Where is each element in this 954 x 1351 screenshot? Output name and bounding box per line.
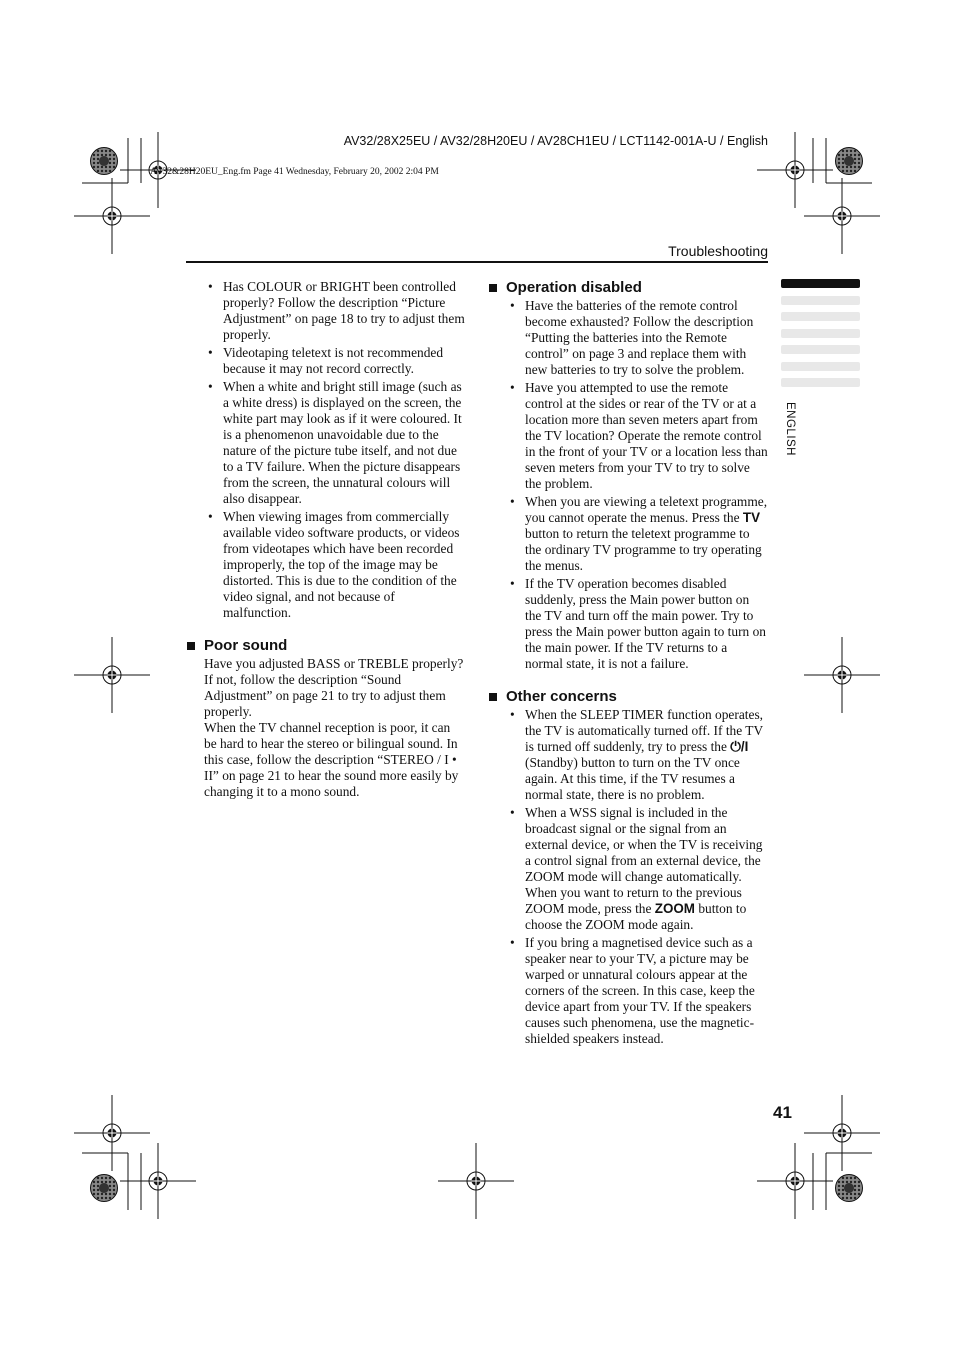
square-bullet-icon xyxy=(489,284,497,292)
list-item: • If the TV operation becomes disabled suddenly, press the Main power button on the TV and turn off the main power. Try to press the Main power button again to turn on the main power. If the TV returns to a normal state, it is not a failure. xyxy=(506,576,768,672)
list-item: • Have the batteries of the remote control become exhausted? Follow the description “Putting the batteries into the Remote control” on page 3 and replace them with new batteries to try to solve the problem. xyxy=(506,298,768,378)
zoom-button-label: ZOOM xyxy=(654,901,695,916)
language-label: ENGLISH xyxy=(784,402,796,456)
language-tab xyxy=(781,312,860,321)
list-item: • Has COLOUR or BRIGHT been controlled properly? Follow the description “Picture Adjustment” on page 18 to try to adjust them properly. xyxy=(204,279,466,343)
language-tab-active xyxy=(781,279,860,288)
square-bullet-icon xyxy=(489,693,497,701)
file-info-line: AV32&28H20EU_Eng.fm Page 41 Wednesday, February 20, 2002 2:04 PM xyxy=(150,167,439,177)
right-column xyxy=(506,279,768,1049)
language-tab xyxy=(781,296,860,305)
language-tab xyxy=(781,378,860,387)
left-column xyxy=(204,279,466,800)
poor-sound-paragraph: Have you adjusted BASS or TREBLE properly? If not, follow the description “Sound Adjustment” on page 21 to try to adjust them properly. xyxy=(204,656,464,719)
section-title: Troubleshooting xyxy=(668,243,768,259)
operation-disabled-heading: Operation disabled xyxy=(506,279,768,297)
language-tab xyxy=(781,362,860,371)
list-item: • When a WSS signal is included in the broadcast signal or the signal from an external device, or when the TV is receiving a control signal from an external device, the ZOOM mode will change automatically. When you want to return to the previous ZOOM mode, press the ZOOM button to choose the ZOOM mode again. xyxy=(506,805,768,933)
tv-button-label: TV xyxy=(742,510,761,525)
standby-button-label: ⏻/I xyxy=(730,739,749,754)
header-rule xyxy=(186,261,768,263)
document-model-line: AV32/28X25EU / AV32/28H20EU / AV28CH1EU / LCT1142-001A-U / English xyxy=(343,134,768,148)
poor-sound-heading: Poor sound xyxy=(204,637,466,655)
picture-tips-list xyxy=(204,279,466,621)
language-tab xyxy=(781,329,860,338)
list-item: • When viewing images from commercially available video software products, or videos from videotapes which have been recorded improperly, the top of the image may be distorted. This is due to the condition of the video signal, and not because of malfunction. xyxy=(204,509,466,621)
poor-sound-paragraph: When the TV channel reception is poor, it can be hard to hear the stereo or bilingual sound. In this case, follow the description “STEREO / I • II” on page 21 to hear the sound more easily by changing it to a mono sound. xyxy=(204,720,459,799)
square-bullet-icon xyxy=(187,642,195,650)
other-concerns-heading: Other concerns xyxy=(506,688,768,706)
operation-disabled-list xyxy=(506,298,768,672)
list-item: • If you bring a magnetised device such as a speaker near to your TV, a picture may be warped or unnatural colours appear at the corners of the screen. In this case, keep the device apart from your TV. If the speakers causes such phenomena, use the magnetic-shielded speakers instead. xyxy=(506,935,768,1047)
list-item: • When you are viewing a teletext programme, you cannot operate the menus. Press the TV button to return the teletext programme to the ordinary TV programme to try operating the menus. xyxy=(506,494,768,574)
list-item: • When a white and bright still image (such as a white dress) is displayed on the screen, the white part may look as if it were coloured. It is a phenomenon unavoidable due to the nature of the picture tube itself, and not due to a TV failure. When the picture disappears from the screen, the unnatural colours will also disappear. xyxy=(204,379,466,507)
other-concerns-list xyxy=(506,707,768,1047)
language-tab xyxy=(781,345,860,354)
language-tabs xyxy=(781,279,860,395)
list-item: • Have you attempted to use the remote control at the sides or rear of the TV or at a location more than seven meters apart from the TV location? Operate the remote control in the front of your TV or a location less than seven meters from your TV to try to solve the problem. xyxy=(506,380,768,492)
page-number: 41 xyxy=(773,1103,792,1122)
list-item: • When the SLEEP TIMER function operates, the TV is automatically turned off. If the TV is turned off suddenly, try to press the ⏻/I (Standby) button to turn on the TV once again. At this time, if the TV resumes a normal state, there is no problem. xyxy=(506,707,768,803)
list-item: • Videotaping teletext is not recommended because it may not record correctly. xyxy=(204,345,466,377)
